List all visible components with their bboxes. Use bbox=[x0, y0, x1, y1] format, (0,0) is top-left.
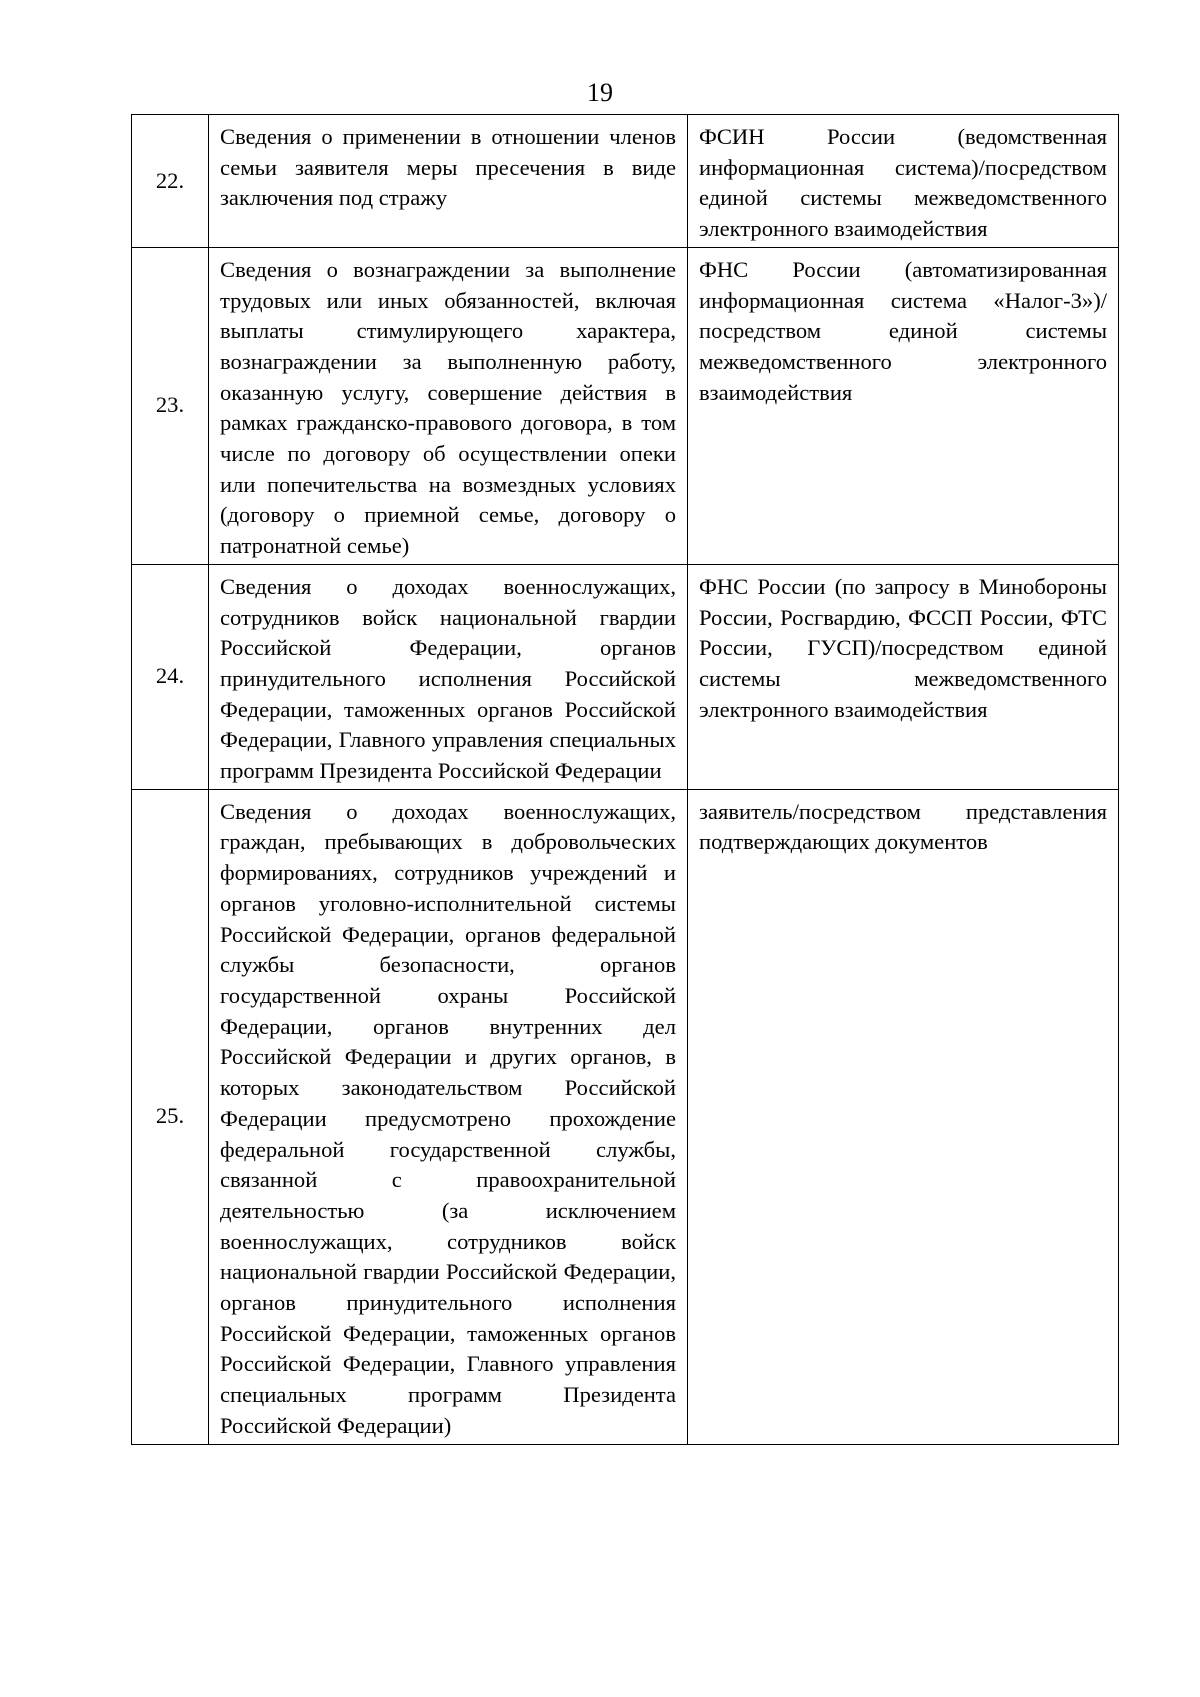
info-description: Сведения о доходах военнослужащих, сотрудников войск национальной гвардии Российской Федерации, органов принудительного исполнения Российской Федерации, таможенных органов Российской Федерации, Главного управления специальных программ Президента Российской Федерации bbox=[209, 564, 688, 789]
info-description: Сведения о вознаграждении за выполнение трудовых или иных обязанностей, включая выплаты стимулирующего характера, вознаграждении за выполненную работу, оказанную услугу, совершение действия в рамках гражданско-правового договора, в том числе по договору об осуществлении опеки или попечительства на возмездных условиях (договору о приемной семье, договору о патронатной семье) bbox=[209, 247, 688, 564]
info-source: ФНС России (автоматизированная информационная система «Налог-3»)/посредством единой системы межведомственного электронного взаимодействия bbox=[688, 247, 1119, 564]
page-number: 19 bbox=[587, 78, 613, 107]
table-row bbox=[132, 789, 1119, 1444]
table-row bbox=[132, 115, 1119, 248]
row-number: 24. bbox=[132, 564, 209, 789]
row-number: 23. bbox=[132, 247, 209, 564]
table-row bbox=[132, 247, 1119, 564]
info-source: ФНС России (по запросу в Минобороны России, Росгвардию, ФССП России, ФТС России, ГУСП)/посредством единой системы межведомственного электронного взаимодействия bbox=[688, 564, 1119, 789]
table-row bbox=[132, 564, 1119, 789]
info-source: заявитель/посредством представления подтверждающих документов bbox=[688, 789, 1119, 1444]
info-source: ФСИН России (ведомственная информационная система)/посредством единой системы межведомственного электронного взаимодействия bbox=[688, 115, 1119, 248]
documents-table bbox=[131, 114, 1119, 1445]
info-description: Сведения о доходах военнослужащих, граждан, пребывающих в добровольческих формированиях, сотрудников учреждений и органов уголовно-исполнительной системы Российской Федерации, органов федеральной службы безопасности, органов государственной охраны Российской Федерации, органов внутренних дел Российской Федерации и других органов, в которых законодательством Российской Федерации предусмотрено прохождение федеральной государственной службы, связанной с правоохранительной деятельностью (за исключением военнослужащих, сотрудников войск национальной гвардии Российской Федерации, органов принудительного исполнения Российской Федерации, таможенных органов Российской Федерации, Главного управления специальных программ Президента Российской Федерации) bbox=[209, 789, 688, 1444]
row-number: 22. bbox=[132, 115, 209, 248]
info-description: Сведения о применении в отношении членов семьи заявителя меры пресечения в виде заключения под стражу bbox=[209, 115, 688, 248]
row-number: 25. bbox=[132, 789, 209, 1444]
